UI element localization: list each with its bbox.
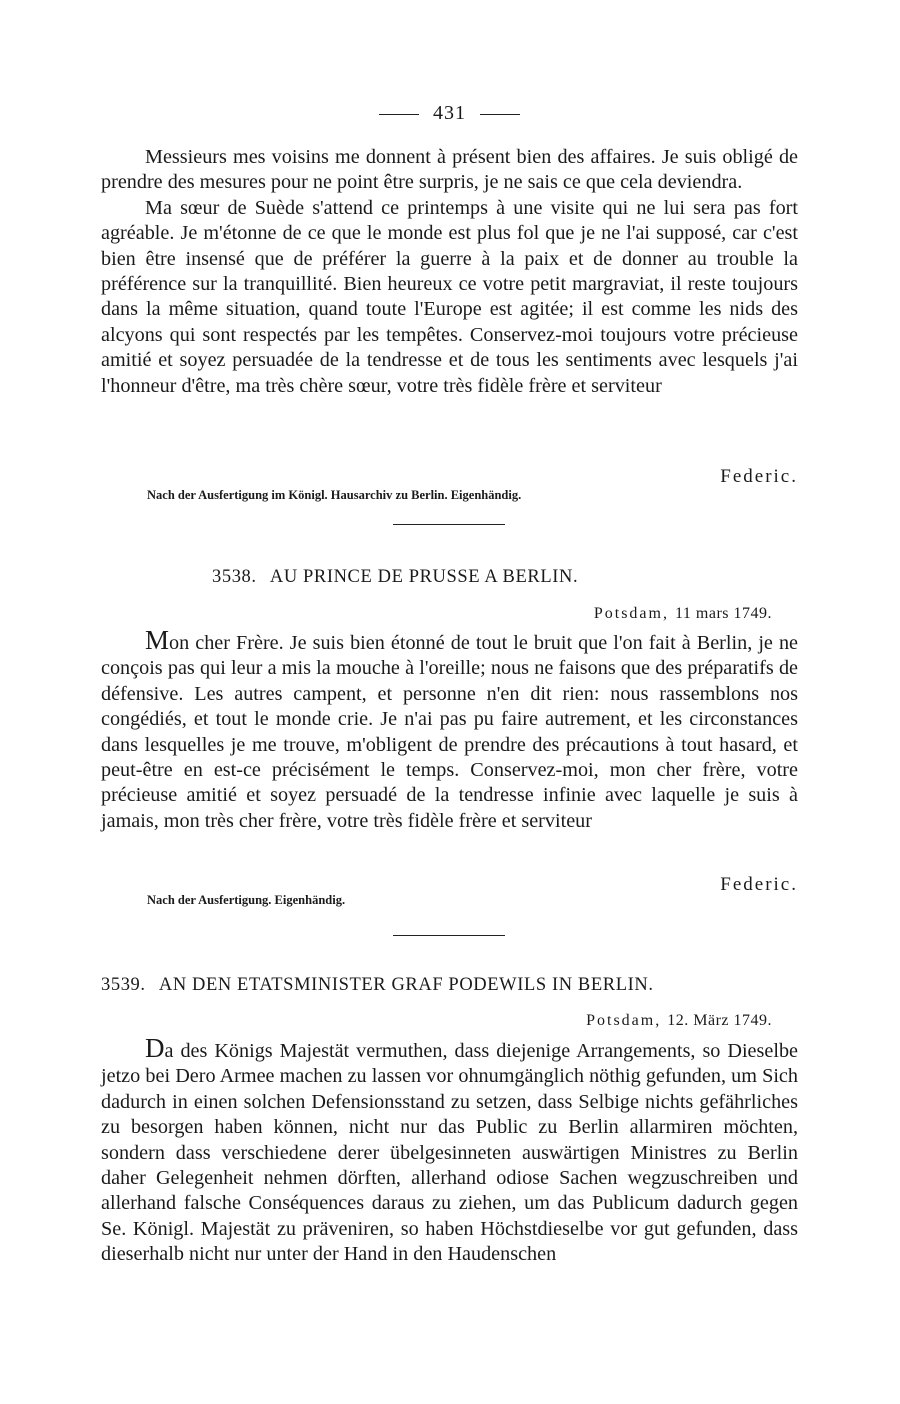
page-number-dash-right xyxy=(480,114,520,115)
letter-3538-number: 3538. xyxy=(212,567,257,587)
letter-3538-body-text: on cher Frère. Je suis bien étonné de tout le bruit que l'on fait à Berlin, je ne conçois pas qui leur a mis la mouche à l'oreille; nous ne faisons que des préparatifs de défensive. Les autres campent, et personne n'en dit rien: nous rassemblons nos congédiés, et tout le monde crie. Je n'ai pas pu faire autrement, et les circonstances dans lesquelles je me trouve, m'obligent de prendre des précautions à tout hasard, et peut-être en est-ce précisément le temps. Conservez-moi, mon cher frère, votre précieuse amitié et soyez persuadé de la tendresse infinie avec laquelle je suis à jamais, mon très cher frère, votre très fidèle frère et serviteur xyxy=(101,632,798,832)
page-number: 431 xyxy=(433,102,466,124)
letter-3538-initial: M xyxy=(145,625,170,655)
letter-3537-text xyxy=(101,145,798,399)
letter-3537-signature: Federic. xyxy=(720,466,798,487)
letter-3538-heading xyxy=(101,567,798,588)
letter-3537-paragraph-2: Ma sœur de Suède s'attend ce printemps à une visite qui ne lui sera pas fort agréable. Je m'étonne de ce que le monde est plus fol que je ne l'ai supposé, car c'est bien être insensé que de préférer la guerre à la paix et de donner au trouble la préférence sur la tranquillité. Bien heureux ce votre petit margraviat, il reste toujours dans la même situation, quand toute l'Europe est agitée; il est comme les nids des alcyons qui sont respectés par les tempêtes. Conservez-moi toujours votre précieuse amitié et soyez persuadée de la tendresse et de tous les sentiments avec lesquels j'ai l'honneur d'être, ma très chère sœur, votre très fidèle frère et serviteur xyxy=(101,196,798,397)
section-divider-1 xyxy=(393,524,505,525)
letter-3539-text xyxy=(101,1033,798,1268)
page-number-dash-left xyxy=(379,114,419,115)
letter-3539-body-text: a des Königs Majestät vermuthen, dass diejenige Arrangements, so Dieselbe jetzo bei Dero Armee machen zu lassen vor ohnumgänglich nöthig gefunden, um Sich dadurch in einen solchen Defensionsstand zu setzen, dass Selbige nichts gefährliches zu besorgen haben können, nicht nur das Public zu Berlin allarmiren möchten, sondern dass verschiedene derer übelgesinneten auswärtigen Ministres zu Berlin daher Gelegenheit nehmen dörften, allerhand odiose Sachen wegzuschreiben und allerhand falsche Conséquences daraus zu ziehen, um das Publicum dadurch gegen Se. Königl. Majestät zu präveniren, so haben Höchstdieselbe vor gut gefunden, dass dieserhalb nicht nur unter der Hand in den Haudenschen xyxy=(101,1040,798,1266)
section-divider-2 xyxy=(393,935,505,936)
letter-3538-signature: Federic. xyxy=(720,874,798,895)
letter-3537-source-note: Nach der Ausfertigung im Königl. Hausarchiv zu Berlin. Eigenhändig. xyxy=(147,488,522,502)
page-number-line xyxy=(101,102,798,125)
letter-3538-source-note: Nach der Ausfertigung. Eigenhändig. xyxy=(147,893,346,907)
letter-3538-place: Potsdam, xyxy=(593,605,669,622)
letter-3539-dateline xyxy=(586,1012,772,1030)
letter-3538-date: 11 mars 1749. xyxy=(674,605,772,622)
letter-3539-number: 3539. xyxy=(101,975,146,995)
letter-3538-text xyxy=(101,625,798,834)
letter-3538-body xyxy=(101,625,798,834)
letter-3538-title: AU PRINCE DE PRUSSE A BERLIN. xyxy=(269,567,579,587)
letter-3539-body xyxy=(101,1033,798,1268)
letter-3537-paragraph-1: Messieurs mes voisins me donnent à présent bien des affaires. Je suis obligé de prendre des mesures pour ne point être surpris, je ne sais ce que cela deviendra. xyxy=(101,146,798,194)
letter-3538-dateline xyxy=(594,605,772,623)
letter-3539-date: 12. März 1749. xyxy=(667,1012,772,1029)
letter-3539-initial: D xyxy=(145,1033,165,1063)
letter-3539-place: Potsdam, xyxy=(586,1012,662,1029)
letter-3539-title: AN DEN ETATSMINISTER GRAF PODEWILS IN BERLIN. xyxy=(158,975,654,995)
letter-3539-heading xyxy=(101,975,798,996)
